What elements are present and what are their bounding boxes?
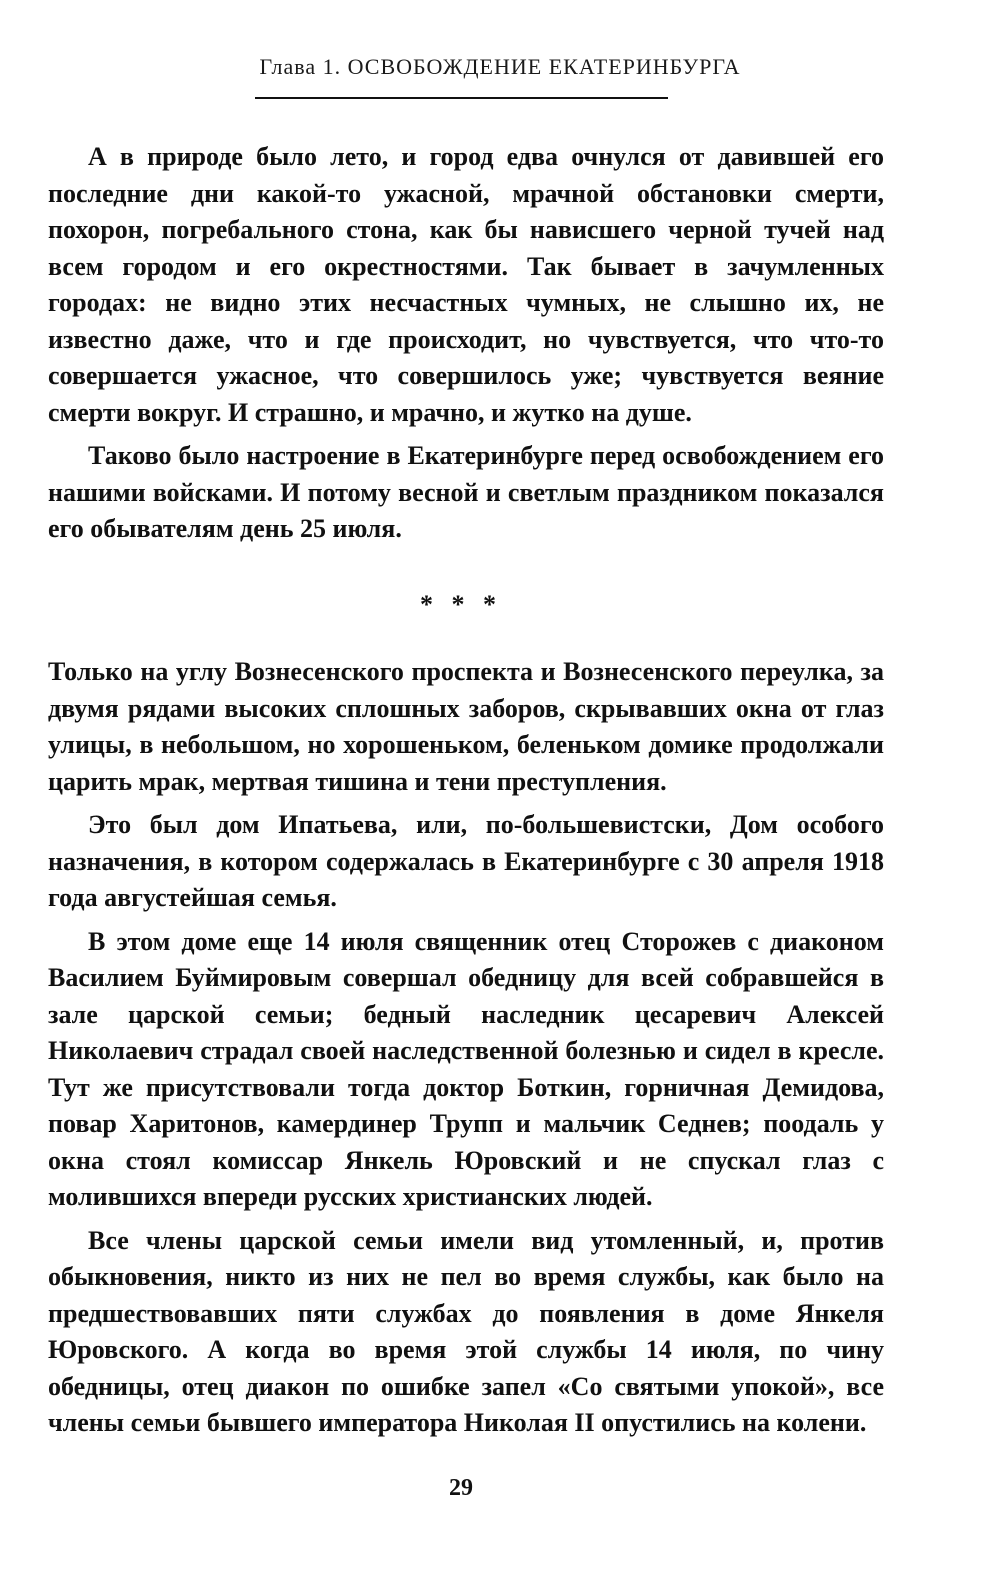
- paragraph: Это был дом Ипатьева, или, по-большевистски, Дом особого назначения, в котором содержалась в Екатеринбурге с 30 апреля 1918 года августейшая семья.: [48, 810, 884, 912]
- paragraph: А в природе было лето, и город едва очнулся от давившей его последние дни какой-то ужасной, мрачной обстановки смерти, похорон, погребального стона, как бы нависшего черной тучей над всем городом и его окрестностями. Так бывает в зачумленных городах: не видно этих несчастных чумных, не слышно их, не известно даже, что и где происходит, но чувствуется, что что-то совершается ужасное, что совершилось уже; чувствуется веяние смерти вокруг. И страшно, и мрачно, и жутко на душе.: [48, 142, 884, 427]
- running-head: Глава 1. ОСВОБОЖДЕНИЕ ЕКАТЕРИНБУРГА: [259, 54, 741, 79]
- paragraph: В этом доме еще 14 июля священник отец Сторожев с диаконом Василием Буймировым совершал обедницу для всей собравшейся в зале царской семьи; бедный наследник цесаревич Алексей Николаевич страдал своей наследственной болезнью и сидел в кресле. Тут же присутствовали тогда доктор Боткин, горничная Демидова, повар Харитонов, камердинер Трупп и мальчик Седнев; поодаль у окна стоял комиссар Янкель Юровский и не спускал глаз с молившихся впереди русских христианских людей.: [48, 926, 884, 1211]
- paragraph: Все члены царской семьи имели вид утомленный, и, против обыкновения, никто из них не пел во время службы, как было на предшествовавших пяти службах до появления в доме Янкеля Юровского. А когда во время этой службы 14 июля, по чину обедницы, отец диакон по ошибке запел «Со святыми упокой», все члены семьи бывшего императора Николая II опустились на колени.: [48, 1225, 884, 1437]
- paragraph: Таково было настроение в Екатеринбурге перед освобождением его нашими войсками. И потому весной и светлым праздником показался его обывателям день 25 июля.: [48, 441, 884, 543]
- text-block-before-separator: [48, 139, 884, 555]
- page-number: 29: [449, 1475, 473, 1501]
- text-block-after-separator: [48, 654, 884, 1449]
- section-separator: * * *: [420, 590, 502, 619]
- header-rule: [255, 97, 668, 99]
- paragraph: Только на углу Вознесенского проспекта и Вознесенского переулка, за двумя рядами высоких сплошных заборов, скрывавших окна от глаз улицы, в небольшом, но хорошеньком, беленьком домике продолжали царить мрак, мертвая тишина и тени преступления.: [48, 657, 884, 796]
